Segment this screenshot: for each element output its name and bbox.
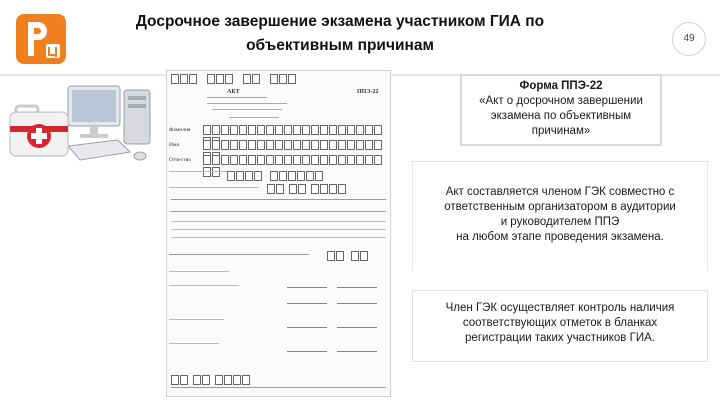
control-text-line-3: регистрации таких участников ГИА.	[465, 332, 655, 344]
slide-title	[110, 10, 570, 58]
form-title-line-1: Форма ППЭ-22	[519, 80, 603, 92]
form-field-label-surname: Фамилия	[169, 127, 191, 133]
form-field-cells	[203, 125, 390, 135]
form-time-cells	[327, 251, 369, 261]
form-field-label-patronymic: Отчество	[169, 157, 191, 163]
form-field-label-name: Имя	[169, 142, 179, 148]
page-number: 49	[672, 22, 706, 56]
first-aid-kit-icon	[10, 106, 68, 156]
form-top-strip	[171, 74, 297, 85]
act-text-line-4: на любом этапе проведения экзамена.	[456, 231, 664, 243]
form-title-line-3: экзамена по объективным	[490, 110, 632, 122]
act-text-line-3: и руководителем ППЭ	[500, 216, 620, 228]
form-field-cells	[203, 155, 390, 165]
title-line-1: Досрочное завершение экзамена участником ГИА по	[135, 13, 545, 30]
act-text-line-1: Акт составляется членом ГЭК совместно с	[445, 186, 675, 198]
form-title-line-2: «Акт о досрочном завершении	[479, 95, 643, 107]
logo-letter-icon	[26, 20, 48, 58]
form-bottom-cells	[171, 375, 251, 385]
title-line-2: объективным причинам	[246, 37, 434, 54]
act-description-box	[412, 161, 708, 271]
form-title-box	[460, 74, 662, 146]
form-field-cells	[203, 140, 390, 150]
form-title-line-4: причинам»	[531, 125, 591, 137]
control-description-box	[412, 290, 708, 362]
computer-icon	[68, 86, 150, 160]
control-text-line-1: Член ГЭК осуществляет контроль наличия	[445, 302, 675, 314]
form-doc-cells	[227, 171, 324, 181]
logo	[16, 14, 66, 64]
act-text-line-2: ответственным организатором в аудитории	[444, 201, 676, 213]
form-date-cells	[267, 184, 347, 194]
first-aid-and-computer-illustration	[6, 80, 166, 170]
form-code: ППЭ-22	[357, 89, 379, 95]
form-ppe22-scan	[166, 70, 391, 397]
form-heading: АКТ	[227, 89, 240, 95]
control-text-line-2: соответствующих отметок в бланках	[462, 317, 658, 329]
logo-badge-icon	[46, 44, 60, 58]
